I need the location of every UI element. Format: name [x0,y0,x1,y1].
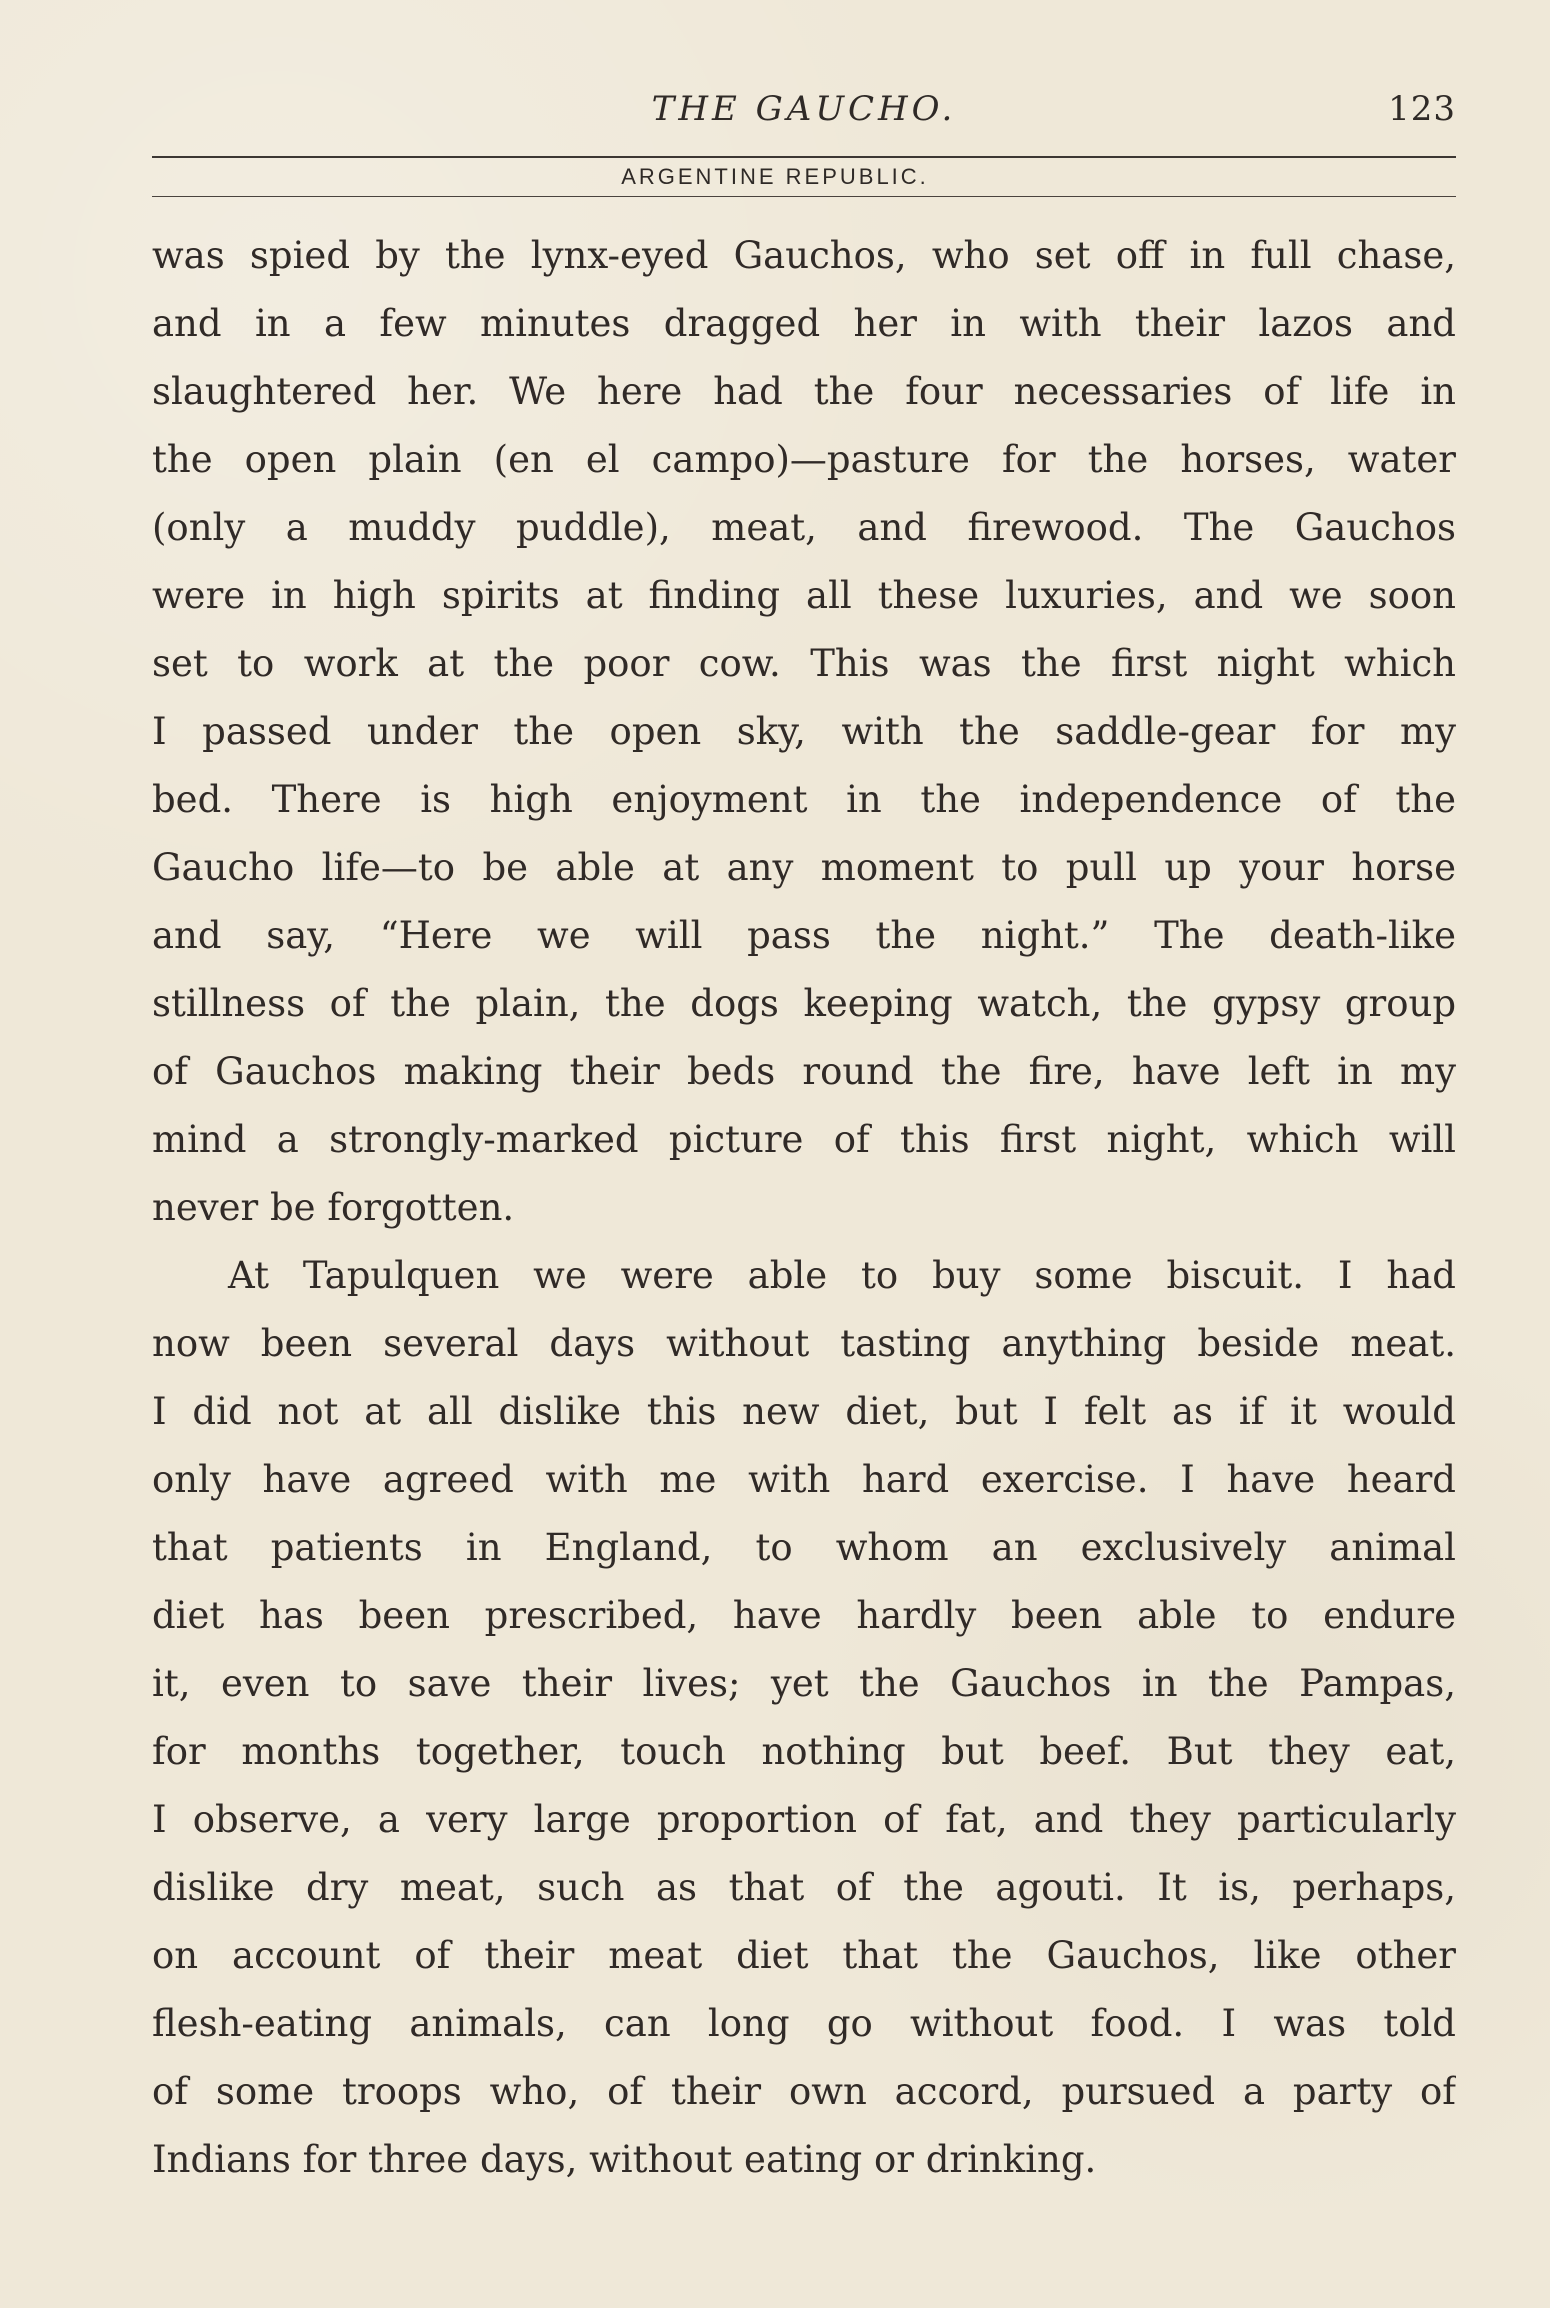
text-line: Gaucho life—to be able at any moment to pull up your horse [152,846,1456,889]
running-title: THE GAUCHO. [651,89,957,129]
page-number: 123 [1388,89,1456,129]
text-line: mind a strongly-marked picture of this first night, which will [152,1118,1456,1161]
text-line: were in high spirits at finding all these luxuries, and we soon [152,574,1456,617]
running-head [152,89,1456,134]
text-line: it, even to save their lives; yet the Gauchos in the Pampas, [152,1662,1456,1705]
body-text [152,222,1456,2194]
text-line: now been several days without tasting anything beside meat. [152,1322,1456,1365]
text-line: slaughtered her. We here had the four necessaries of life in [152,370,1456,413]
text-line: and say, “Here we will pass the night.” The death-like [152,914,1456,957]
text-line: Indians for three days, without eating or drinking. [152,2138,1097,2181]
text-line: (only a muddy puddle), meat, and firewood. The Gauchos [152,506,1456,549]
text-line: set to work at the poor cow. This was the first night which [152,642,1456,685]
text-line: diet has been prescribed, have hardly been able to endure [152,1594,1456,1637]
text-line: that patients in England, to whom an exclusively animal [152,1526,1456,1569]
text-line: I observe, a very large proportion of fat, and they particularly [152,1798,1456,1841]
text-line: the open plain (en el campo)—pasture for the horses, water [152,438,1456,481]
text-line: dislike dry meat, such as that of the agouti. It is, perhaps, [152,1866,1456,1909]
text-line: bed. There is high enjoyment in the independence of the [152,778,1456,821]
text-line: At Tapulquen we were able to buy some biscuit. I had [228,1254,1456,1297]
text-line: on account of their meat diet that the Gauchos, like other [152,1934,1456,1977]
text-line: of Gauchos making their beds round the fire, have left in my [152,1050,1456,1093]
text-line: never be forgotten. [152,1186,515,1229]
text-line: of some troops who, of their own accord, pursued a party of [152,2070,1456,2113]
text-line: flesh-eating animals, can long go without food. I was told [152,2002,1456,2045]
bottom-rule [152,196,1456,197]
text-line: only have agreed with me with hard exercise. I have heard [152,1458,1456,1501]
section-label: ARGENTINE REPUBLIC. [621,164,929,189]
text-line: I did not at all dislike this new diet, but I felt as if it would [152,1390,1456,1433]
text-line: was spied by the lynx-eyed Gauchos, who set off in full chase, [152,234,1456,277]
text-line: for months together, touch nothing but beef. But they eat, [152,1730,1456,1773]
text-line: and in a few minutes dragged her in with their lazos and [152,302,1456,345]
top-rule [152,156,1456,158]
text-line: I passed under the open sky, with the saddle-gear for my [152,710,1456,753]
text-line: stillness of the plain, the dogs keeping watch, the gypsy group [152,982,1456,1025]
